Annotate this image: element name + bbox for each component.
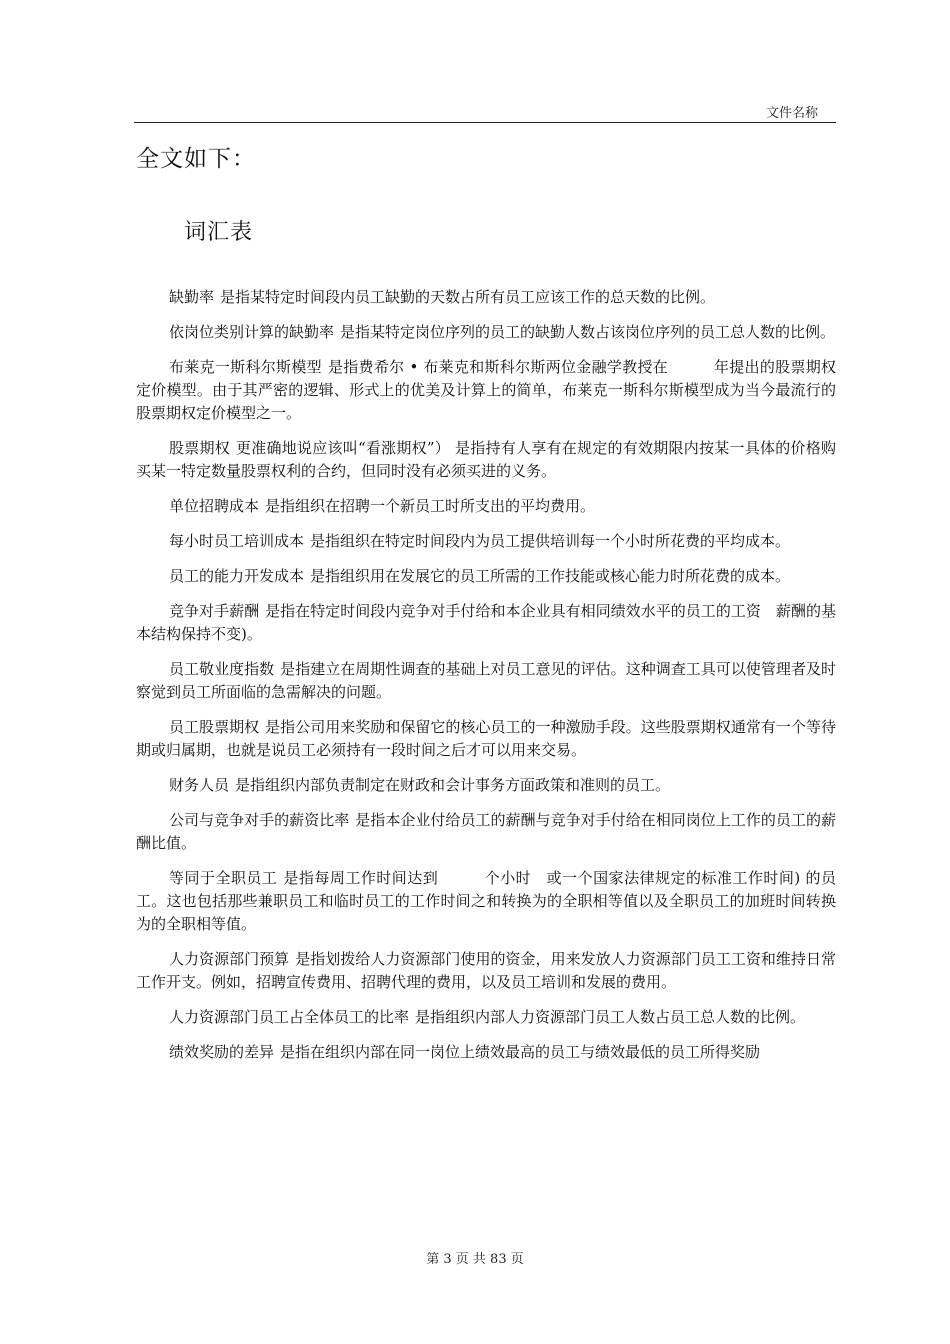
glossary-definition: 是指费希尔 • 布莱克和斯科尔斯两位金融学教授在 年提出的股票期权定价模型。由于其严密的逻辑、形式上的优美及计算上的简单，布莱克一斯科尔斯模型成为当今最流行的股票期权定价模型之一。 — [136, 358, 836, 422]
glossary-definition: 是指组织内部人力资源部门员工人数占员工总人数的比例。 — [415, 1008, 806, 1026]
glossary-entry — [136, 321, 836, 344]
glossary-entry — [136, 658, 836, 704]
glossary-definition: 是指每周工作时间达到 个小时 或一个国家法律规定的标准工作时间) 的员工。这也包括那些兼职员工和临时员工的工作时间之和转换为的全职相等值以及全职员工的加班时间转换为的全职相等值。 — [136, 869, 836, 933]
glossary-list — [136, 286, 836, 1076]
page-number: 第 3 页 共 83 页 — [426, 1252, 524, 1267]
glossary-entry — [136, 774, 836, 797]
glossary-entry — [136, 716, 836, 762]
glossary-entry — [136, 286, 836, 309]
glossary-entry — [136, 948, 836, 994]
glossary-definition: 是指组织在招聘一个新员工时所支出的平均费用。 — [265, 497, 596, 515]
glossary-entry — [136, 495, 836, 518]
glossary-definition: 是指组织用在发展它的员工所需的工作技能或核心能力时所花费的成本。 — [310, 567, 791, 585]
glossary-term: 员工敬业度指数 — [169, 660, 275, 678]
glossary-term: 绩效奖励的差异 — [169, 1043, 275, 1061]
page-footer — [0, 1248, 950, 1267]
glossary-entry — [136, 565, 836, 588]
glossary-term: 缺勤率 — [169, 288, 215, 306]
glossary-term: 每小时员工培训成本 — [169, 532, 305, 550]
glossary-definition: 是指组织在特定时间段内为员工提供培训每一个小时所花费的平均成本。 — [310, 532, 791, 550]
section-heading: 词汇表 — [184, 220, 254, 245]
glossary-definition: 是指某特定时间段内员工缺勤的天数占所有员工应该工作的总天数的比例。 — [220, 288, 716, 306]
glossary-term: 股票期权 — [169, 439, 230, 457]
glossary-definition: 是指某特定岗位序列的员工的缺勤人数占该岗位序列的员工总人数的比例。 — [340, 323, 836, 341]
glossary-definition: 是指本企业付给员工的薪酬与竞争对手付给在相同岗位上工作的员工的薪酬比值。 — [136, 811, 836, 852]
glossary-term: 员工的能力开发成本 — [169, 567, 305, 585]
glossary-term: 员工股票期权 — [169, 718, 260, 736]
main-title: 全文如下： — [136, 146, 256, 172]
document-name: 文件名称 — [765, 106, 818, 121]
glossary-entry — [136, 1041, 836, 1064]
glossary-term: 等同于全职员工 — [169, 869, 278, 887]
glossary-term: 人力资源部门员工占全体员工的比率 — [169, 1008, 410, 1026]
glossary-definition: 是指在特定时间段内竞争对手付给和本企业具有相同绩效水平的员工的工资 薪酬的基本结构保持不变)。 — [136, 602, 836, 643]
glossary-term: 依岗位类别计算的缺勤率 — [169, 323, 335, 341]
glossary-entry — [136, 1006, 836, 1029]
glossary-entry — [136, 530, 836, 553]
glossary-definition: 是指公司用来奖励和保留它的核心员工的一种激励手段。这些股票期权通常有一个等待期或归属期，也就是说员工必须持有一段时间之后才可以用来交易。 — [136, 718, 836, 759]
glossary-definition: 更准确地说应该叫“看涨期权”） 是指持有人享有在规定的有效期限内按某一具体的价格购买某一特定数量股票权利的合约，但同时没有必须买进的义务。 — [136, 439, 836, 480]
glossary-entry — [136, 600, 836, 646]
glossary-entry — [136, 437, 836, 483]
glossary-term: 单位招聘成本 — [169, 497, 260, 515]
glossary-definition: 是指组织内部负责制定在财政和会计事务方面政策和准则的员工。 — [235, 776, 671, 794]
glossary-definition: 是指划拨给人力资源部门使用的资金，用来发放人力资源部门员工工资和维持日常工作开支。例如，招聘宣传费用、招聘代理的费用，以及员工培训和发展的费用。 — [136, 950, 836, 991]
glossary-definition: 是指建立在周期性调查的基础上对员工意见的评估。这种调查工具可以使管理者及时察觉到员工所面临的急需解决的问题。 — [136, 660, 836, 701]
glossary-entry — [136, 809, 836, 855]
glossary-term: 人力资源部门预算 — [169, 950, 290, 968]
glossary-term: 布莱克一斯科尔斯模型 — [169, 358, 322, 376]
page-header — [134, 100, 836, 123]
glossary-entry — [136, 867, 836, 936]
glossary-entry — [136, 356, 836, 425]
glossary-term: 公司与竞争对手的薪资比率 — [169, 811, 350, 829]
glossary-term: 竞争对手薪酬 — [169, 602, 260, 620]
glossary-definition: 是指在组织内部在同一岗位上绩效最高的员工与绩效最低的员工所得奖励 — [280, 1043, 761, 1061]
glossary-term: 财务人员 — [169, 776, 230, 794]
